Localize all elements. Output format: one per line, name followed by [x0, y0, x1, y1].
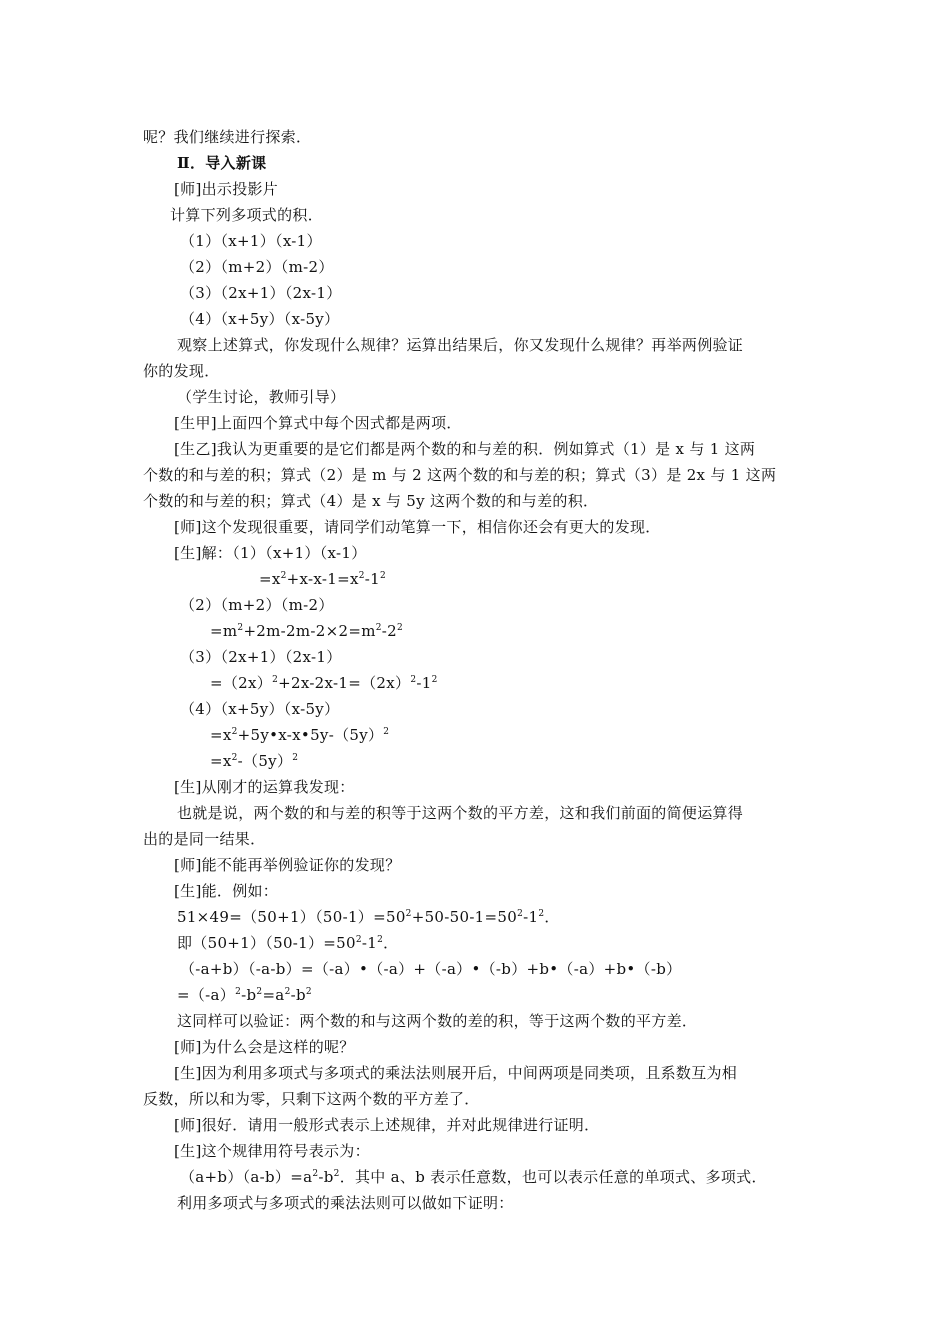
text-line: 个数的和与差的积；算式（2）是 m 与 2 这两个数的和与差的积；算式（3）是 2x 与 1 这两	[143, 466, 777, 484]
exponent: 2	[280, 571, 287, 581]
exponent: 2	[231, 727, 238, 737]
text-line: 个数的和与差的积；算式（4）是 x 与 5y 这两个数的和与差的积．	[143, 492, 599, 510]
formula-line	[259, 569, 386, 589]
text-line: 呢？我们继续进行探索．	[143, 128, 312, 146]
formula-text: -b	[318, 1168, 334, 1186]
formula-text: =x	[210, 726, 232, 744]
formula-line: （1）（x+1）（x-1）	[180, 232, 322, 250]
text-line: [生]解：（1）（x+1）（x-1）	[174, 544, 367, 562]
text-line: [生乙]我认为更重要的是它们都是两个数的和与差的积．例如算式（1）是 x 与 1 这两	[174, 440, 756, 458]
formula-text: ．其中 a、b 表示任意数，也可以表示任意的单项式、多项式．	[339, 1168, 767, 1186]
exponent: 2	[256, 987, 263, 997]
text-line: [师]能不能再举例验证你的发现？	[174, 856, 401, 874]
text-line: [生]这个规律用符号表示为：	[174, 1142, 370, 1160]
formula-text: =a	[262, 986, 285, 1004]
formula-text: +x-x-1=x	[286, 570, 359, 588]
text-line: 观察上述算式，你发现什么规律？运算出结果后，你又发现什么规律？再举两例验证	[177, 336, 744, 354]
formula-text: +2x-2x-1=（2x）	[278, 674, 411, 692]
formula-text: +50-50-1=50	[411, 908, 518, 926]
text-line: 也就是说，两个数的和与差的积等于这两个数的平方差，这和我们前面的简便运算得	[177, 804, 744, 822]
formula-text: （a+b）（a-b）=a	[180, 1168, 313, 1186]
section-heading: Ⅱ．导入新课	[177, 154, 267, 172]
text-line: [生]因为利用多项式与多项式的乘法法则展开后，中间两项是同类项，且系数互为相	[174, 1064, 738, 1082]
formula-text: -2	[381, 622, 397, 640]
formula-line: （4）（x+5y）（x-5y）	[180, 700, 340, 718]
formula-text: -1	[416, 674, 432, 692]
exponent: 2	[333, 1169, 340, 1179]
formula-line	[177, 907, 560, 927]
formula-text: ．	[383, 934, 399, 952]
formula-text: =（2x）	[210, 674, 273, 692]
formula-text: -（5y）	[237, 752, 293, 770]
text-line: 出的是同一结果．	[143, 830, 266, 848]
text-line: 这同样可以验证：两个数的和与这两个数的差的积，等于这两个数的平方差．	[177, 1012, 698, 1030]
exponent: 2	[410, 675, 417, 685]
exponent: 2	[517, 909, 524, 919]
exponent: 2	[383, 727, 390, 737]
exponent: 2	[231, 753, 238, 763]
text-line: （学生讨论，教师引导）	[177, 388, 346, 406]
exponent: 2	[272, 675, 279, 685]
text-line: 计算下列多项式的积．	[170, 206, 324, 224]
formula-text: =（-a）	[177, 986, 236, 1004]
formula-line: （2）（m+2）（m-2）	[180, 596, 334, 614]
text-line: [生甲]上面四个算式中每个因式都是两项．	[174, 414, 462, 432]
formula-line	[210, 725, 389, 745]
formula-line: （3）（2x+1）（2x-1）	[180, 648, 342, 666]
formula-line: （3）（2x+1）（2x-1）	[180, 284, 342, 302]
formula-line	[177, 933, 398, 953]
text-line: 利用多项式与多项式的乘法法则可以做如下证明：	[177, 1194, 514, 1212]
exponent: 2	[358, 571, 365, 581]
exponent: 2	[305, 987, 312, 997]
formula-text: 51×49=（50+1）（50-1）=50	[177, 908, 406, 926]
exponent: 2	[431, 675, 438, 685]
exponent: 2	[312, 1169, 319, 1179]
formula-text: 即（50+1）（50-1）=50	[177, 934, 356, 952]
formula-text: -b	[290, 986, 306, 1004]
exponent: 2	[538, 909, 545, 919]
formula-line	[177, 985, 312, 1005]
exponent: 2	[284, 987, 291, 997]
formula-line	[210, 621, 403, 641]
text-line: [师]出示投影片	[174, 180, 279, 198]
exponent: 2	[396, 623, 404, 633]
formula-text: =m	[210, 622, 238, 640]
exponent: 2	[237, 623, 244, 633]
formula-text: -1	[523, 908, 539, 926]
text-line: [师]很好．请用一般形式表示上述规律，并对此规律进行证明．	[174, 1116, 600, 1134]
formula-text: ．	[544, 908, 560, 926]
exponent: 2	[377, 935, 384, 945]
formula-text: +5y•x-x•5y-（5y）	[237, 726, 384, 744]
formula-line	[210, 751, 298, 771]
text-line: 反数，所以和为零，只剩下这两个数的平方差了．	[143, 1090, 480, 1108]
formula-text: -b	[241, 986, 257, 1004]
exponent: 2	[235, 987, 242, 997]
text-line: [师]为什么会是这样的呢？	[174, 1038, 355, 1056]
text-line: [生]从刚才的运算我发现：	[174, 778, 355, 796]
formula-text: -1	[364, 570, 380, 588]
text-line: [生]能．例如：	[174, 882, 279, 900]
exponent: 2	[380, 571, 387, 581]
formula-text: =x	[210, 752, 232, 770]
exponent: 2	[292, 753, 299, 763]
formula-line: （2）（m+2）（m-2）	[180, 258, 334, 276]
formula-line: （-a+b）（-a-b）=（-a）•（-a）+（-a）•（-b）+b•（-a）+b•（-b）	[180, 960, 682, 978]
text-line: 你的发现．	[143, 362, 220, 380]
formula-line	[180, 1167, 767, 1187]
formula-text: -1	[361, 934, 378, 952]
formula-line	[210, 673, 438, 693]
formula-text: =x	[259, 570, 281, 588]
exponent: 2	[355, 935, 362, 945]
formula-text: +2m-2m-2×2=m	[243, 622, 376, 640]
text-line: [师]这个发现很重要，请同学们动笔算一下，相信你还会有更大的发现．	[174, 518, 661, 536]
formula-line: （4）（x+5y）（x-5y）	[180, 310, 340, 328]
exponent: 2	[405, 909, 412, 919]
exponent: 2	[375, 623, 382, 633]
